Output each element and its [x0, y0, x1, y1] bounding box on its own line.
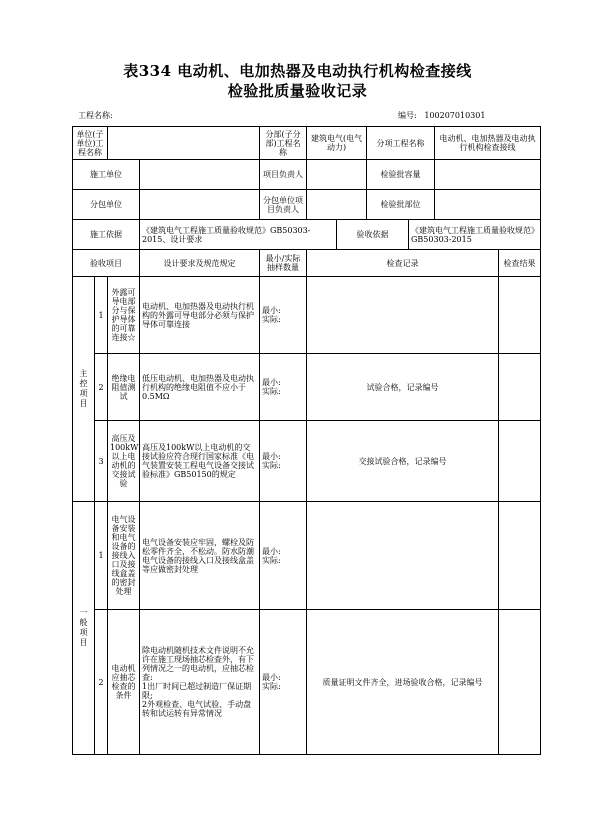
column-header-row — [73, 250, 541, 277]
acceptance-basis-label: 验收依据 — [337, 220, 409, 250]
table-row — [73, 354, 541, 421]
row-result[interactable] — [499, 421, 541, 502]
row-item: 绝缘电阻值测试 — [108, 354, 140, 421]
row-record[interactable]: 质量证明文件齐全，进场验收合格，记录编号 — [307, 610, 499, 755]
row-number: 2 — [95, 610, 108, 755]
inspection-table — [72, 126, 541, 755]
row-record[interactable]: 交接试验合格，记录编号 — [307, 421, 499, 502]
document-title-line1: 表334 电动机、电加热器及电动执行机构检查接线 — [123, 62, 472, 80]
acceptance-basis-value: 《建筑电气工程施工质量验收规范》GB50303-2015 — [409, 220, 541, 250]
row-requirement: 除电动机随机技术文件说明不允许在施工现场抽芯检查外，有下列情况之一的电动机，应抽芯检查: 1出厂时间已超过制造厂保证期限; 2外观检查、电气试验、手动盘转和试运转有异常情况 — [140, 610, 260, 755]
batch-capacity-label: 检验批容量 — [367, 160, 435, 190]
subcontract-lead-label: 分包单位项目负责人 — [260, 190, 307, 220]
construction-basis-label: 施工依据 — [73, 220, 140, 250]
group-main — [73, 277, 95, 502]
group-general-label: 一 般 项 目 — [79, 608, 88, 647]
sample-min-label: 最小: — [262, 452, 281, 461]
sample-actual-label: 实际: — [262, 315, 281, 324]
row-sample — [260, 277, 307, 354]
row-record[interactable]: 试验合格，记录编号 — [307, 354, 499, 421]
table-row — [73, 421, 541, 502]
number-value: 100207010301 — [424, 111, 486, 120]
unit-value[interactable] — [108, 127, 260, 160]
project-name-label: 工程名称: — [78, 111, 113, 120]
row-result[interactable] — [499, 354, 541, 421]
column-requirement: 设计要求及规范规定 — [140, 250, 260, 277]
subpart-value: 建筑电气(电气动力) — [307, 127, 367, 160]
row-record[interactable] — [307, 277, 499, 354]
item-label: 分项工程名称 — [367, 127, 435, 160]
number-label: 编号: — [398, 111, 417, 120]
sample-min-label: 最小: — [262, 378, 281, 387]
row-requirement: 高压及100kW以上电动机的交接试验应符合现行国家标准《电气装置安装工程电气设备交接试验标准》GB50150的规定 — [140, 421, 260, 502]
subcontract-lead-value[interactable] — [307, 190, 367, 220]
row-item: 电气设备安装和电气设备的接线入口及接线盒盖的密封处理 — [108, 502, 140, 610]
item-value: 电动机、电加热器及电动执行机构检查接线 — [435, 127, 541, 160]
project-lead-value[interactable] — [307, 160, 367, 190]
document-title-line2: 检验批质量验收记录 — [227, 82, 368, 100]
table-row — [73, 277, 541, 354]
subcontract-unit-label: 分包单位 — [73, 190, 140, 220]
row-sample — [260, 502, 307, 610]
construction-unit-label: 施工单位 — [73, 160, 140, 190]
subpart-label: 分部(子分部)工程名称 — [260, 127, 307, 160]
row-result[interactable] — [499, 277, 541, 354]
row-record[interactable] — [307, 502, 499, 610]
row-requirement: 电气设备安装应牢固，螺栓及防松零件齐全，不松动。防水防潮电气设备的接线入口及接线盒盖等应做密封处理 — [140, 502, 260, 610]
row-result[interactable] — [499, 502, 541, 610]
row-requirement: 低压电动机、电加热器及电动执行机构的绝缘电阻值不应小于0.5MΩ — [140, 354, 260, 421]
batch-part-label: 检验批部位 — [367, 190, 435, 220]
unit-label: 单位(子单位)工程名称 — [73, 127, 108, 160]
column-item: 验收项目 — [73, 250, 140, 277]
row-number: 1 — [95, 502, 108, 610]
table-row — [73, 610, 541, 755]
batch-capacity-value[interactable] — [435, 160, 541, 190]
group-general — [73, 502, 95, 755]
project-lead-label: 项目负责人 — [260, 160, 307, 190]
row-sample — [260, 421, 307, 502]
number-field — [398, 110, 485, 121]
sample-actual-label: 实际: — [262, 682, 281, 691]
column-sample: 最小/实际抽样数量 — [260, 250, 307, 277]
header-row-4 — [73, 220, 541, 250]
construction-unit-value[interactable] — [140, 160, 260, 190]
sample-actual-label: 实际: — [262, 461, 281, 470]
row-item: 外露可导电部分与保护导体的可靠连接☆ — [108, 277, 140, 354]
row-number: 3 — [95, 421, 108, 502]
row-result[interactable] — [499, 610, 541, 755]
subcontract-unit-value[interactable] — [140, 190, 260, 220]
row-number: 2 — [95, 354, 108, 421]
sample-min-label: 最小: — [262, 306, 281, 315]
column-record: 检查记录 — [307, 250, 499, 277]
table-row — [73, 502, 541, 610]
construction-basis-value: 《建筑电气工程施工质量验收规范》GB50303-2015、设计要求 — [140, 220, 337, 250]
sample-min-label: 最小: — [262, 546, 281, 556]
row-item: 高压及100kW以上电动机的交接试验 — [108, 421, 140, 502]
column-result: 检查结果 — [499, 250, 541, 277]
sample-actual-label: 实际: — [262, 555, 281, 565]
row-number: 1 — [95, 277, 108, 354]
header-row-1 — [73, 127, 541, 160]
row-sample — [260, 354, 307, 421]
row-requirement: 电动机、电加热器及电动执行机构的外露可导电部分必须与保护导体可靠连接 — [140, 277, 260, 354]
sample-actual-label: 实际: — [262, 387, 281, 396]
header-row-3 — [73, 190, 541, 220]
row-item: 电动机应抽芯检查的条件 — [108, 610, 140, 755]
group-main-label: 主 控 项 目 — [79, 369, 88, 408]
sample-min-label: 最小: — [262, 673, 281, 682]
row-sample — [260, 610, 307, 755]
header-row-2 — [73, 160, 541, 190]
batch-part-value[interactable] — [435, 190, 541, 220]
